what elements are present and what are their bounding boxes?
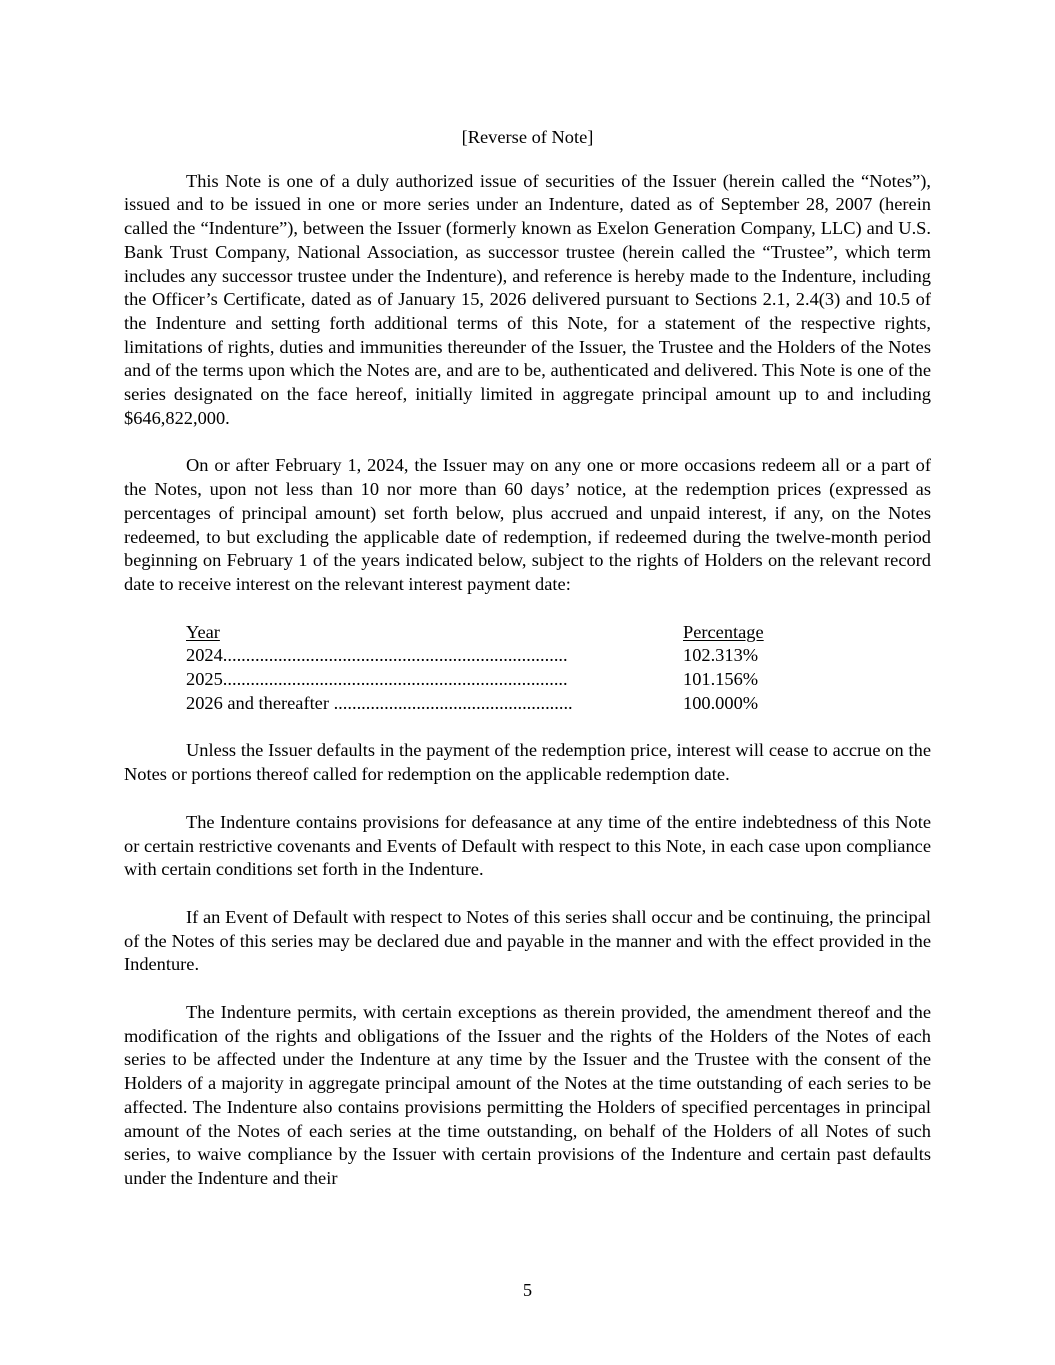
schedule-year-label: 2025 bbox=[186, 669, 223, 690]
schedule-percentage: 101.156% bbox=[683, 669, 759, 690]
schedule-percentage: 100.000% bbox=[683, 692, 759, 713]
schedule-row bbox=[186, 692, 931, 716]
document-heading: [Reverse of Note] bbox=[461, 127, 594, 147]
paragraph-interest-cessation: Unless the Issuer defaults in the payment of the redemption price, interest will cease to accrue on the Notes or portions thereof called for redemption on the applicable redemption date. bbox=[124, 740, 931, 785]
dot-leader: ........................................................................... bbox=[222, 645, 568, 666]
paragraph-optional-redemption: On or after February 1, 2024, the Issuer may on any one or more occasions redeem all or a part of the Notes, upon not less than 10 nor more than 60 days’ notice, at the redemption prices (expressed as percentages of principal amount) set forth below, plus accrued and unpaid interest, if any, on the Notes redeemed, to but excluding the applicable date of redemption, if redeemed during the twelve-month period beginning on February 1 of the years indicated below, subject to the rights of Holders on the relevant record date to receive interest on the relevant interest payment date: bbox=[124, 455, 931, 594]
schedule-header-row bbox=[186, 621, 931, 645]
schedule-year-cell bbox=[186, 668, 622, 692]
schedule-year-label: 2026 and thereafter bbox=[186, 692, 334, 713]
schedule-row bbox=[186, 668, 931, 692]
dot-leader: .................................................... bbox=[333, 692, 573, 713]
schedule-percentage: 102.313% bbox=[683, 645, 759, 666]
redemption-schedule bbox=[186, 621, 931, 716]
dot-leader: ........................................................................... bbox=[222, 669, 568, 690]
schedule-year-label: 2024 bbox=[186, 645, 223, 666]
schedule-year-cell bbox=[186, 644, 622, 668]
percentage-column-header: Percentage bbox=[683, 621, 764, 642]
paragraph-defeasance: The Indenture contains provisions for defeasance at any time of the entire indebtedness of this Note or certain restrictive covenants and Events of Default with respect to this Note, in each case upon compliance with certain conditions set forth in the Indenture. bbox=[124, 811, 931, 880]
document-page bbox=[124, 126, 931, 1215]
schedule-year-cell bbox=[186, 692, 622, 716]
schedule-row bbox=[186, 644, 931, 668]
page-number: 5 bbox=[522, 1280, 533, 1300]
year-column-header: Year bbox=[186, 621, 220, 642]
paragraph-notes-description: This Note is one of a duly authorized issue of securities of the Issuer (herein called the “Notes”), issued and to be issued in one or more series under an Indenture, dated as of September 28, 2007 (herein called the “Indenture”), between the Issuer (formerly known as Exelon Generation Company, LLC) and U.S. Bank Trust Company, National Association, as successor trustee (herein called the “Trustee”, which term includes any successor trustee under the Indenture), and reference is hereby made to the Indenture, including the Officer’s Certificate, dated as of January 15, 2026 delivered pursuant to Sections 2.1, 2.4(3) and 10.5 of the Indenture and setting forth additional terms of this Note, for a statement of the respective rights, limitations of rights, duties and immunities thereunder of the Issuer, the Trustee and the Holders of the Notes and of the terms upon which the Notes are, and are to be, authenticated and delivered. This Note is one of the series designated on the face hereof, initially limited in aggregate principal amount up to and including $646,822,000. bbox=[124, 170, 931, 428]
paragraph-amendment: The Indenture permits, with certain exceptions as therein provided, the amendment thereof and the modification of the rights and obligations of the Issuer and the rights of the Holders of the Notes of each series to be affected under the Indenture at any time by the Issuer and the Trustee with the consent of the Holders of a majority in aggregate principal amount of the Notes at the time outstanding of each series to be affected. The Indenture also contains provisions permitting the Holders of specified percentages in principal amount of the Notes of each series at the time outstanding, on behalf of the Holders of all Notes of such series, to waive compliance by the Issuer with certain provisions of the Indenture and certain past defaults under the Indenture and their bbox=[124, 1002, 931, 1188]
paragraph-event-of-default: If an Event of Default with respect to Notes of this series shall occur and be continuing, the principal of the Notes of this series may be declared due and payable in the manner and with the effect provided in the Indenture. bbox=[124, 906, 931, 975]
